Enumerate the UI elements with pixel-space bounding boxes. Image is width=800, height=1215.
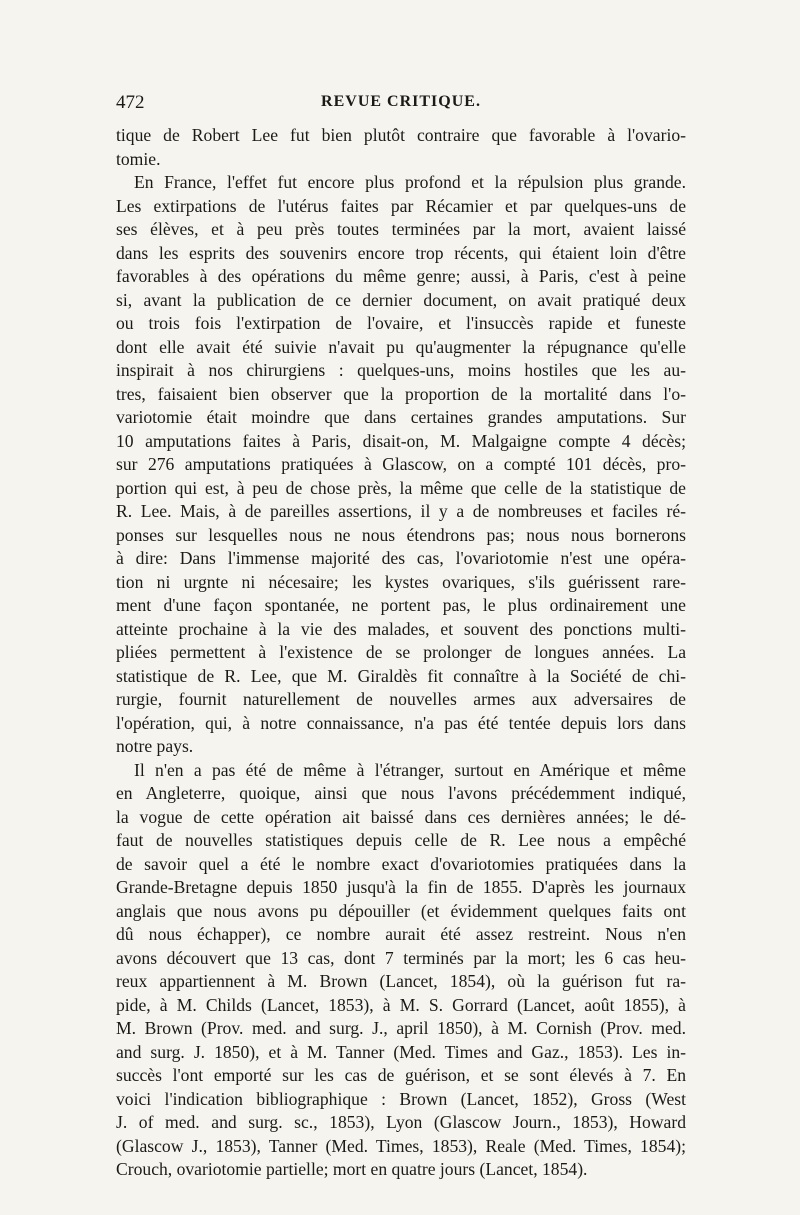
- paragraph: [116, 759, 686, 1182]
- text-line: tion ni urgnte ni nécesaire; les kystes ovariques, s'ils guérissent rare-: [116, 571, 686, 592]
- text-line: faut de nouvelles statistiques depuis celle de R. Lee nous a empêché: [116, 830, 686, 850]
- text-line: R. Lee. Mais, à de pareilles assertions, il y a de nombreuses et faciles ré-: [116, 501, 686, 521]
- text-line: and surg. J. 1850), et à M. Tanner (Med. Times and Gaz., 1853). Les in-: [116, 1041, 686, 1062]
- text-line: dont elle avait été suivie n'avait pu qu'augmenter la répugnance qu'elle: [116, 336, 686, 357]
- text-line: anglais que nous avons pu dépouiller (et évidemment quelques faits ont: [116, 900, 686, 921]
- text-line: J. of med. and surg. sc., 1853), Lyon (Glascow Journ., 1853), Howard: [116, 1112, 686, 1132]
- text-line: tomie.: [116, 148, 161, 169]
- text-line: portion qui est, à peu de chose près, la même que celle de la statistique de: [116, 477, 686, 498]
- text-line: Il n'en a pas été de même à l'étranger, surtout en Amérique et même: [134, 759, 686, 780]
- text-line: dans les esprits des souvenirs encore trop récents, qui étaient loin d'être: [116, 242, 686, 263]
- text-line: (Glascow J., 1853), Tanner (Med. Times, 1853), Reale (Med. Times, 1854);: [116, 1135, 686, 1156]
- text-line: pide, à M. Childs (Lancet, 1853), à M. S. Gorrard (Lancet, août 1855), à: [116, 994, 686, 1015]
- text-line: inspirait à nos chirurgiens : quelques-uns, moins hostiles que les au-: [116, 360, 686, 380]
- text-line: notre pays.: [116, 736, 194, 756]
- text-line: favorables à des opérations du même genre; aussi, à Paris, c'est à peine: [116, 266, 686, 286]
- text-line: 10 amputations faites à Paris, disait-on, M. Malgaigne compte 4 décès;: [116, 430, 686, 451]
- text-line: voici l'indication bibliographique : Brown (Lancet, 1852), Gross (West: [116, 1088, 686, 1109]
- text-line: dû nous échapper), ce nombre aurait été assez restreint. Nous n'en: [116, 924, 686, 944]
- text-line: Crouch, ovariotomie partielle; mort en quatre jours (Lancet, 1854).: [116, 1159, 588, 1179]
- text-line: en Angleterre, quoique, ainsi que nous l'avons précédemment indiqué,: [116, 783, 686, 803]
- text-line: ses élèves, et à peu près toutes terminées par la mort, avaient laissé: [116, 219, 686, 239]
- text-line: rurgie, fournit naturellement de nouvelles armes aux adversaires de: [116, 689, 686, 709]
- text-line: En France, l'effet fut encore plus profond et la répulsion plus grande.: [134, 172, 686, 192]
- running-title: REVUE CRITIQUE.: [321, 93, 481, 110]
- text-line: pliées permettent à l'existence de se prolonger de longues années. La: [116, 642, 686, 662]
- text-line: ment d'une façon spontanée, ne portent pas, le plus ordinairement une: [116, 595, 686, 615]
- paragraph: [116, 171, 686, 759]
- page-number: 472: [116, 92, 145, 113]
- text-line: M. Brown (Prov. med. and surg. J., april 1850), à M. Cornish (Prov. med.: [116, 1018, 686, 1038]
- text-line: reux appartiennent à M. Brown (Lancet, 1854), où la guérison fut ra-: [116, 971, 686, 991]
- text-line: de savoir quel a été le nombre exact d'ovariotomies pratiquées dans la: [116, 853, 686, 874]
- text-line: l'opération, qui, à notre connaissance, n'a pas été tentée depuis lors dans: [116, 712, 686, 733]
- paragraph: [116, 124, 686, 171]
- text-line: statistique de R. Lee, que M. Giraldès fit connaître à la Société de chi-: [116, 665, 686, 686]
- text-line: si, avant la publication de ce dernier document, on avait pratiqué deux: [116, 289, 686, 310]
- text-line: avons découvert que 13 cas, dont 7 terminés par la mort; les 6 cas heu-: [116, 947, 686, 968]
- text-line: la vogue de cette opération ait baissé dans ces dernières années; le dé-: [116, 806, 686, 827]
- text-line: variotomie était moindre que dans certaines grandes amputations. Sur: [116, 407, 686, 427]
- text-line: Grande-Bretagne depuis 1850 jusqu'à la fin de 1855. D'après les journaux: [116, 877, 686, 897]
- text-line: succès l'ont emporté sur les cas de guérison, et se sont élevés à 7. En: [116, 1065, 686, 1085]
- page-header: [116, 92, 686, 120]
- text-line: à dire: Dans l'immense majorité des cas, l'ovariotomie n'est une opéra-: [116, 548, 686, 568]
- text-line: tique de Robert Lee fut bien plutôt contraire que favorable à l'ovario-: [116, 125, 686, 145]
- text-line: ou trois fois l'extirpation de l'ovaire, et l'insuccès rapide et funeste: [116, 313, 686, 333]
- body-text: [116, 124, 686, 1182]
- text-line: Les extirpations de l'utérus faites par Récamier et par quelques-uns de: [116, 195, 686, 216]
- text-line: sur 276 amputations pratiquées à Glascow, on a compté 101 décès, pro-: [116, 454, 686, 474]
- text-line: tres, faisaient bien observer que la proportion de la mortalité dans l'o-: [116, 383, 686, 404]
- text-line: ponses sur lesquelles nous ne nous étendrons pas; nous nous bornerons: [116, 524, 686, 545]
- text-line: atteinte prochaine à la vie des malades, et souvent des ponctions multi-: [116, 618, 686, 639]
